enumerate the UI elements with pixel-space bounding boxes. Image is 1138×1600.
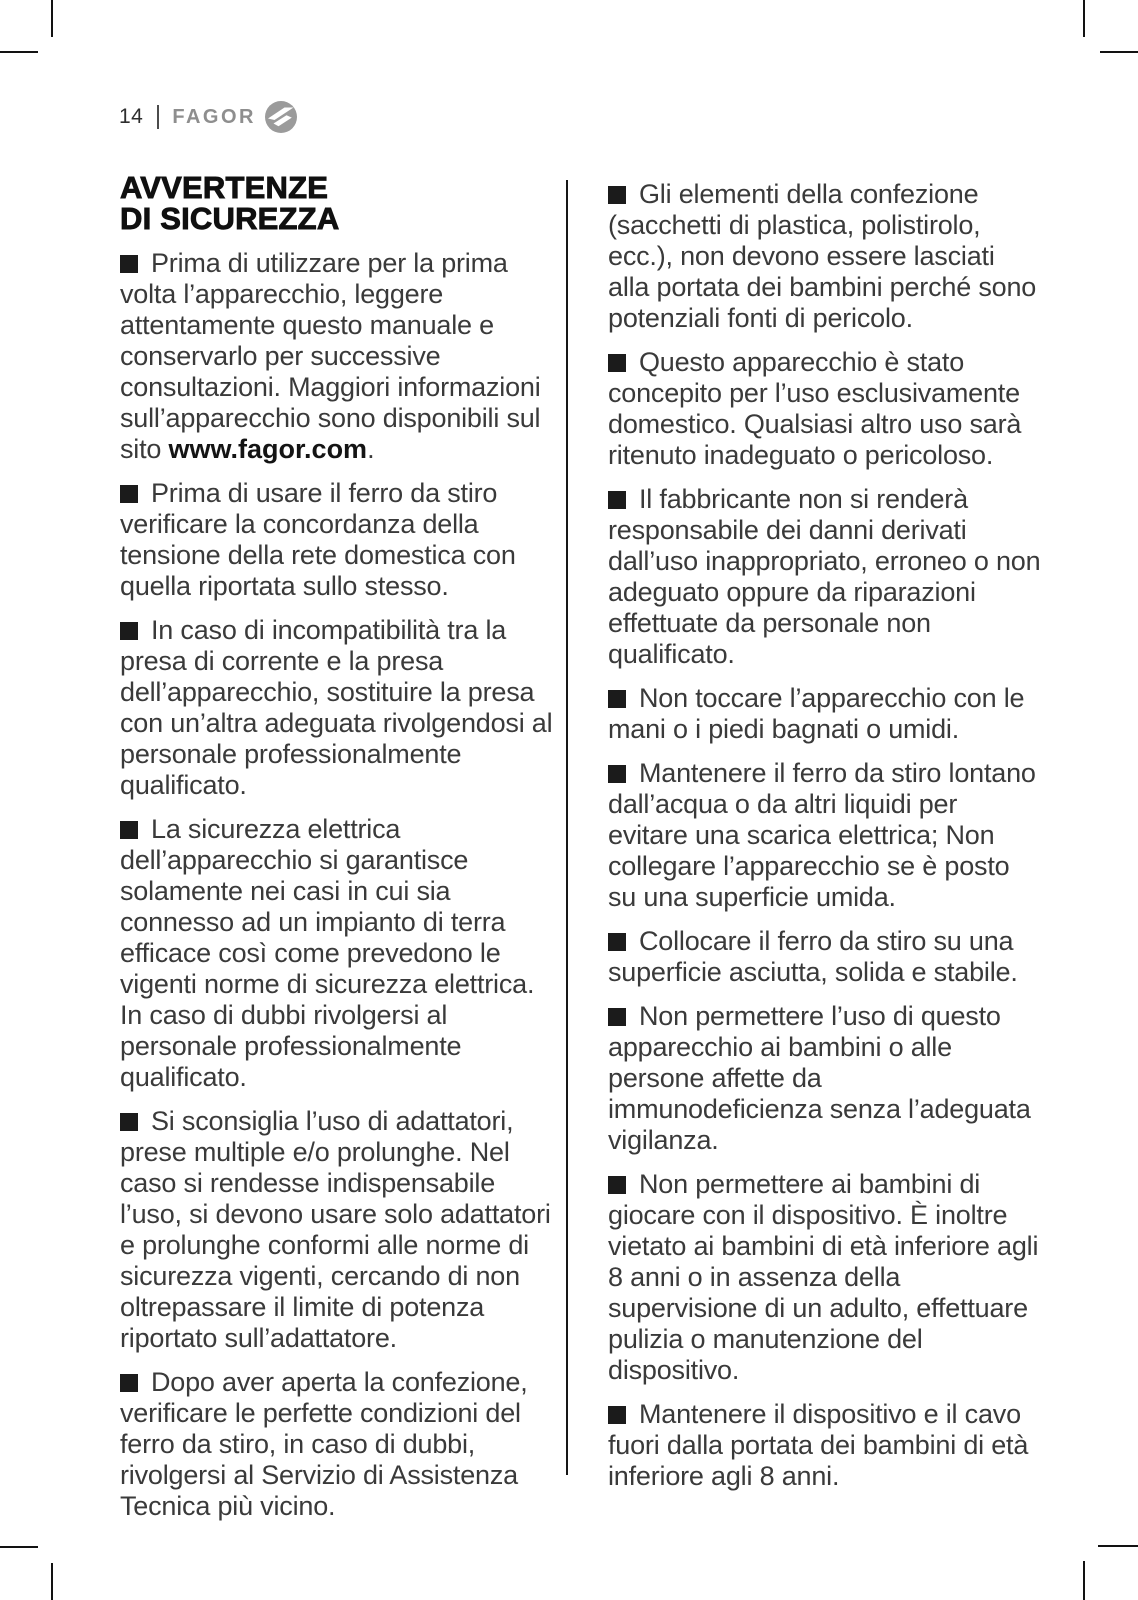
warning-paragraph: [608, 1169, 1041, 1386]
crop-mark: [1098, 1545, 1138, 1547]
crop-mark: [1083, 1561, 1085, 1600]
warning-text: Il fabbricante non si renderà responsabile dei danni derivati dall’uso inappropriato, erroneo o non adeguato oppure da riparazioni effettuate da personale non qualificato.: [608, 484, 1041, 669]
warning-paragraph: [120, 615, 553, 801]
bullet-square-icon: [608, 186, 626, 204]
crop-mark: [0, 1546, 38, 1548]
bullet-square-icon: [120, 1374, 138, 1392]
warning-text: .: [367, 434, 375, 464]
right-paragraph-list: [608, 179, 1041, 1492]
section-title-line1: AVVERTENZE: [120, 170, 329, 205]
warning-text: Prima di utilizzare per la prima volta l’apparecchio, leggere attentamente questo manuale e conservarlo per successive consultazioni. Maggiori informazioni sull’apparecchio sono disponibili sul sito: [120, 248, 541, 464]
warning-paragraph: [120, 1106, 553, 1354]
bullet-square-icon: [120, 622, 138, 640]
warning-text: Non toccare l’apparecchio con le mani o i piedi bagnati o umidi.: [608, 683, 1025, 744]
warning-text: Dopo aver aperta la confezione, verificare le perfette condizioni del ferro da stiro, in caso di dubbi, rivolgersi al Servizio di Assistenza Tecnica più vicino.: [120, 1367, 528, 1521]
section-title: [120, 172, 553, 234]
warning-text: Non permettere l’uso di questo apparecchio ai bambini o alle persone affette da immunodeficienza senza l’adeguata vigilanza.: [608, 1001, 1031, 1155]
bullet-square-icon: [608, 690, 626, 708]
warning-text: La sicurezza elettrica dell’apparecchio si garantisce solamente nei casi in cui sia connesso ad un impianto di terra efficace così come prevedono le vigenti norme di sicurezza elettrica. In caso di dubbi rivolgersi al personale professionalmente qualificato.: [120, 814, 535, 1092]
warning-text: Mantenere il ferro da stiro lontano dall’acqua o da altri liquidi per evitare una scarica elettrica; Non collegare l’apparecchio se è posto su una superficie umida.: [608, 758, 1036, 912]
warning-text: In caso di incompatibilità tra la presa di corrente e la presa dell’apparecchio, sostituire la presa con un’altra adeguata rivolgendosi al personale professionalmente qualificato.: [120, 615, 553, 800]
fagor-logo-icon: [265, 101, 297, 133]
bullet-square-icon: [120, 1113, 138, 1131]
header-separator: [157, 105, 159, 129]
warning-text: Mantenere il dispositivo e il cavo fuori dalla portata dei bambini di età inferiore agli 8 anni.: [608, 1399, 1029, 1491]
section-title-line2: DI SICUREZZA: [120, 201, 340, 236]
warning-text: Questo apparecchio è stato concepito per l’uso esclusivamente domestico. Qualsiasi altro uso sarà ritenuto inadeguato o pericoloso.: [608, 347, 1022, 470]
crop-mark: [1100, 51, 1138, 53]
bullet-square-icon: [608, 354, 626, 372]
warning-paragraph: [120, 814, 553, 1093]
bullet-square-icon: [608, 933, 626, 951]
bullet-square-icon: [608, 1406, 626, 1424]
bullet-square-icon: [608, 1008, 626, 1026]
bullet-square-icon: [120, 485, 138, 503]
brand-wordmark: FAGOR: [172, 105, 256, 128]
warning-text: Gli elementi della confezione (sacchetti di plastica, polistirolo, ecc.), non devono essere lasciati alla portata dei bambini perché sono potenziali fonti di pericolo.: [608, 179, 1037, 333]
crop-mark: [51, 1563, 53, 1600]
left-column: [120, 172, 553, 1535]
warning-text: Prima di usare il ferro da stiro verificare la concordanza della tensione della rete domestica con quella riportata sullo stesso.: [120, 478, 516, 601]
warning-text: Collocare il ferro da stiro su una superficie asciutta, solida e stabile.: [608, 926, 1018, 987]
warning-paragraph: [608, 926, 1041, 988]
left-paragraph-list: [120, 478, 553, 1522]
warning-paragraph: [120, 478, 553, 602]
warning-paragraph: [608, 683, 1041, 745]
warning-paragraph: [608, 179, 1041, 334]
warning-paragraph: [120, 1367, 553, 1522]
bullet-square-icon: [608, 765, 626, 783]
warning-paragraph: [608, 484, 1041, 670]
page-number: 14: [119, 105, 144, 128]
warning-text: Si sconsiglia l’uso di adattatori, prese multiple e/o prolunghe. Nel caso si rendesse indispensabile l’uso, si devono usare solo adattatori e prolunghe conformi alle norme di sicurezza vigenti, cercando di non oltrepassare il limite di potenza riportato sull’adattatore.: [120, 1106, 551, 1353]
crop-mark: [0, 51, 38, 53]
right-column: [608, 172, 1041, 1505]
bullet-square-icon: [608, 491, 626, 509]
crop-mark: [1083, 0, 1085, 37]
warning-paragraph: [608, 347, 1041, 471]
warning-text: Non permettere ai bambini di giocare con il dispositivo. È inoltre vietato ai bambini di età inferiore agli 8 anni o in assenza della supervisione di un adulto, effettuare pulizia o manutenzione del dispositivo.: [608, 1169, 1039, 1385]
column-divider: [566, 180, 568, 1475]
bullet-square-icon: [608, 1176, 626, 1194]
warning-paragraph: [608, 1001, 1041, 1156]
page-header: [119, 98, 297, 136]
bullet-square-icon: [120, 255, 138, 273]
bullet-square-icon: [120, 821, 138, 839]
warning-paragraph: [608, 1399, 1041, 1492]
website-text: www.fagor.com: [168, 434, 368, 464]
warning-paragraph: [120, 248, 553, 465]
crop-mark: [51, 0, 53, 37]
warning-paragraph: [608, 758, 1041, 913]
